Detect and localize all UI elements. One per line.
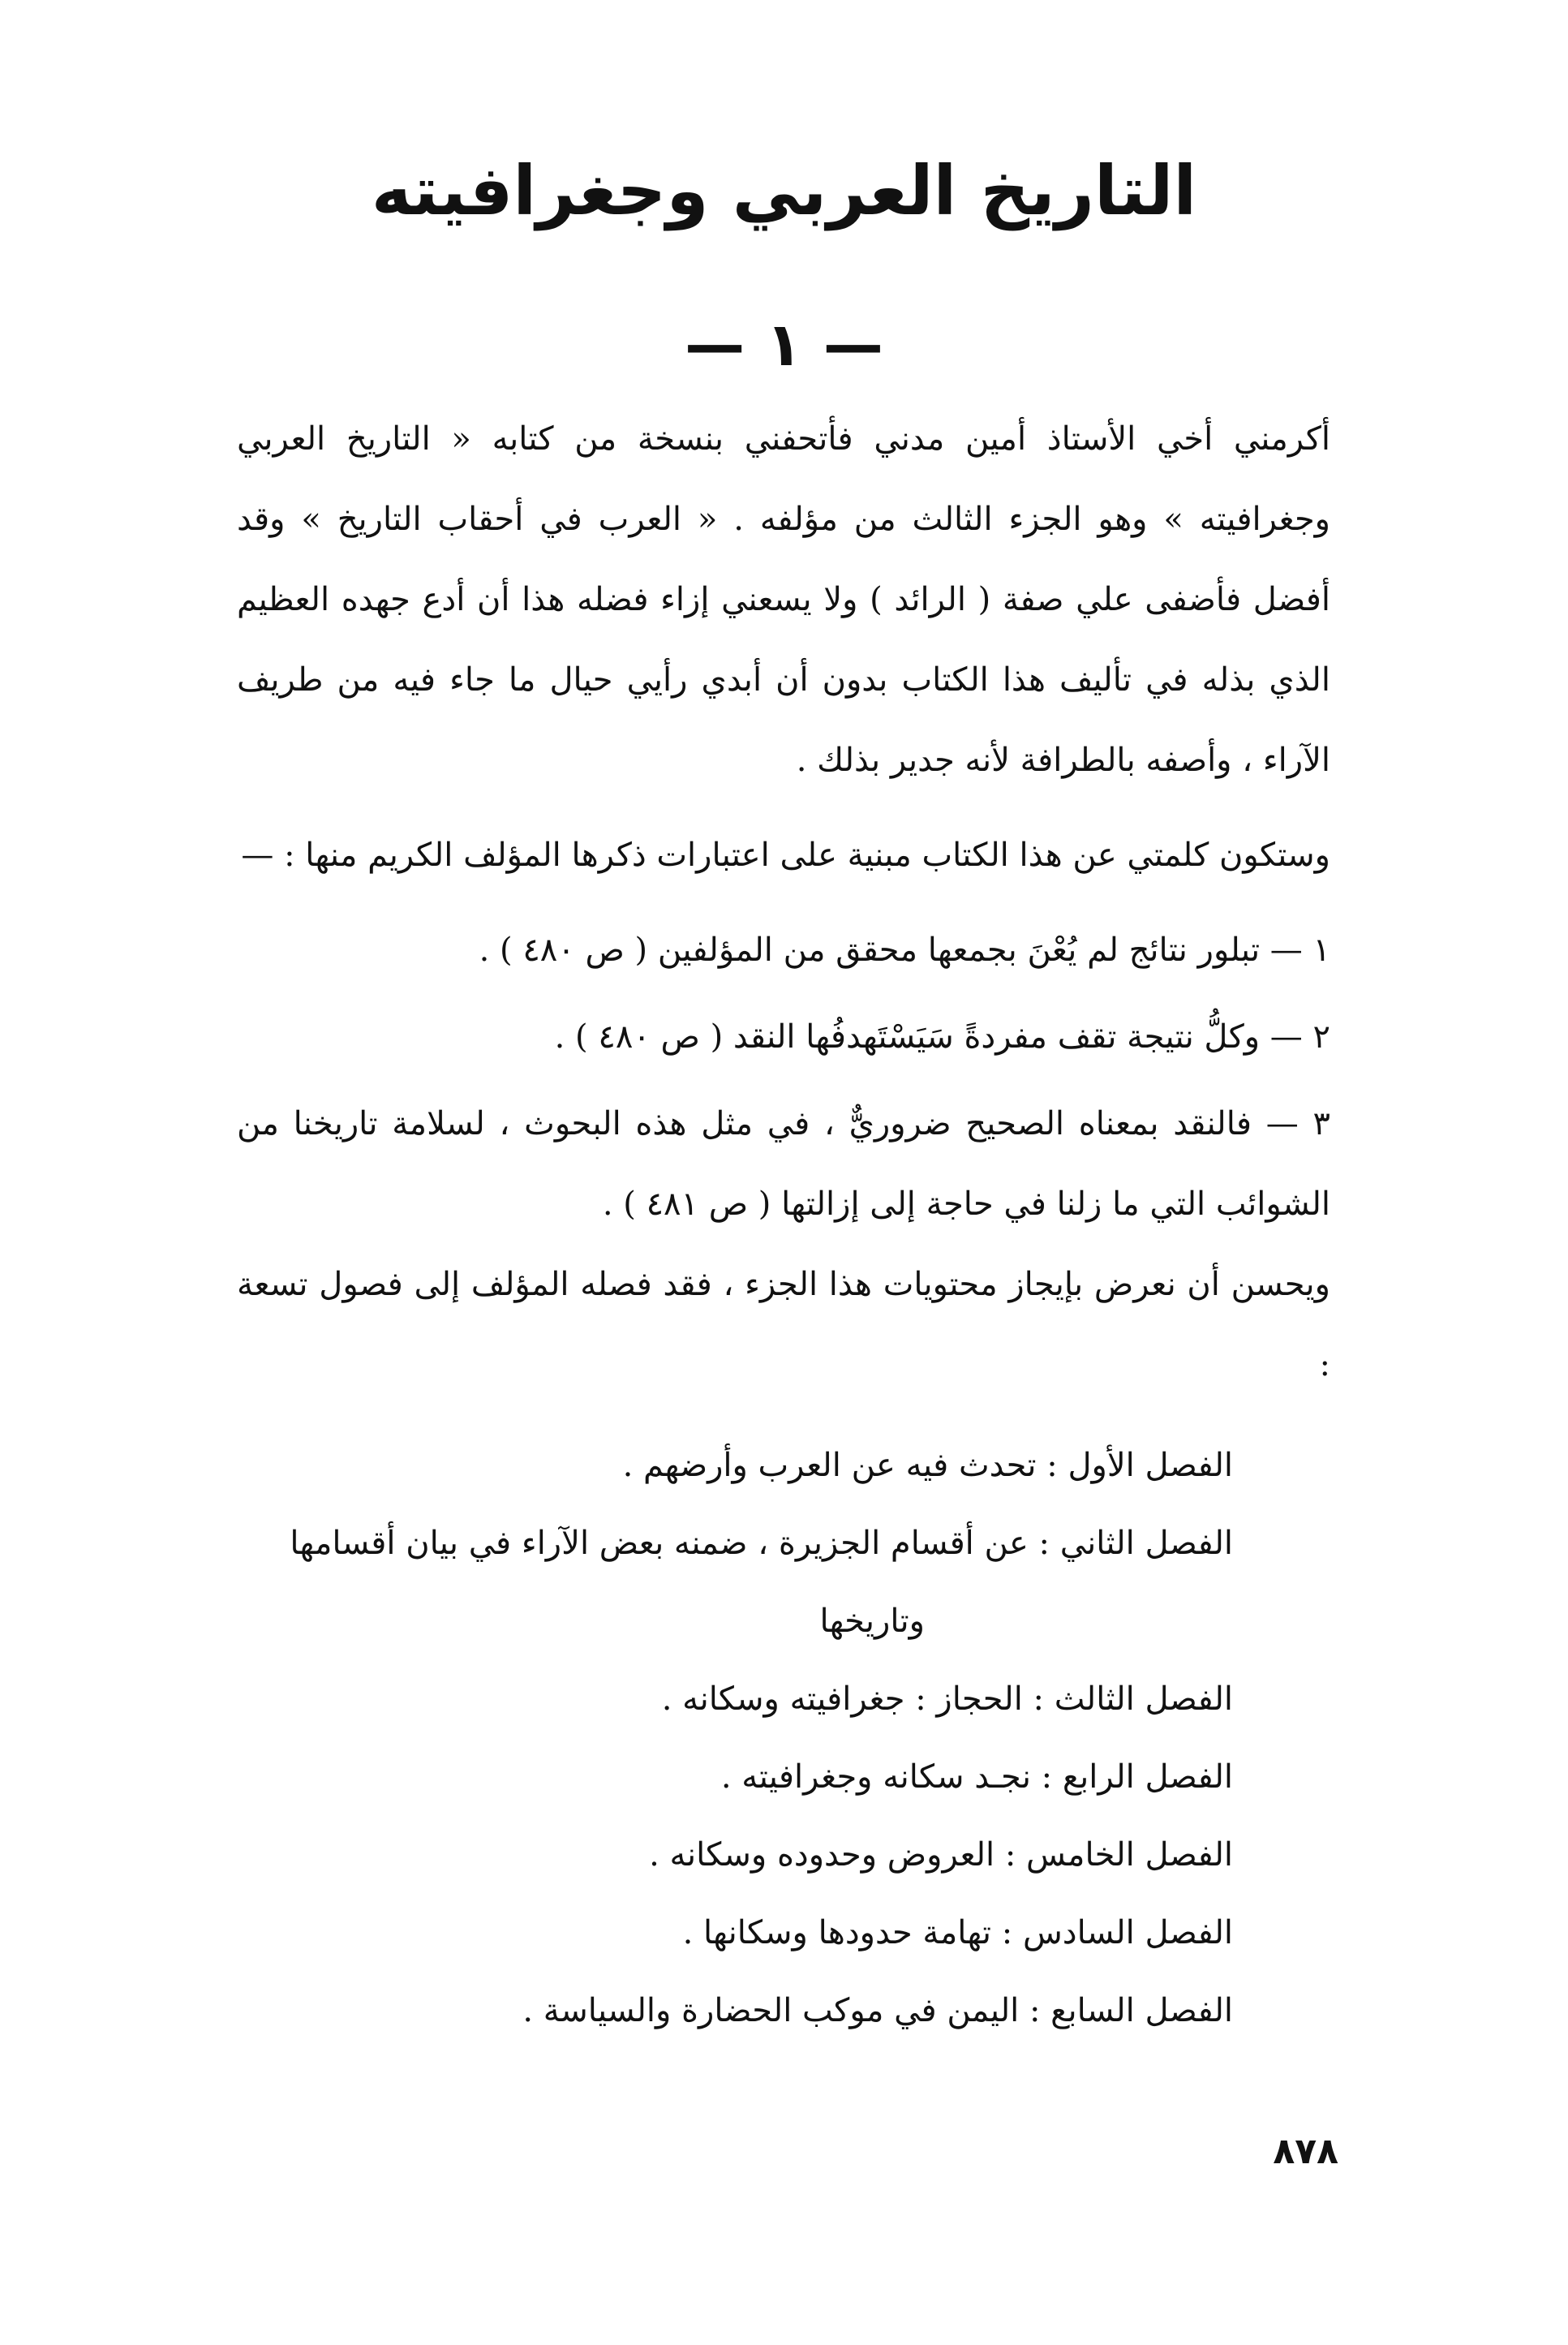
page-number: ٨٧٨	[1273, 2131, 1338, 2172]
article-body	[237, 399, 1330, 2050]
paragraph-intro: أكرمني أخي الأستاذ أمين مدني فأتحفني بنسخة من كتابه « التاريخ العربي وجغرافيته » وهو الجزء الثالث من مؤلفه . « العرب في أحقاب التاريخ » وقد أفضل فأضفى علي صفة ( الرائد ) ولا يسعني إزاء فضله هذا أن أدع جهده العظيم الذي بذله في تأليف هذا الكتاب بدون أن أبدي رأيي حيال ما جاء فيه من طريف الآراء ، وأصفه بالطرافة لأنه جدير بذلك .	[237, 420, 1330, 779]
paragraph-contents-intro: ويحسن أن نعرض بإيجاز محتويات هذا الجزء ، فقد فصله المؤلف إلى فصول تسعة :	[237, 1266, 1330, 1383]
chapter-item-7: الفصل السابع : اليمن في موكب الحضارة والسياسة .	[522, 1992, 1233, 2029]
paragraph-point-1: ١ — تبلور نتائج لم يُعْنَ بجمعها محقق من المؤلفين ( ص ٤٨٠ ) .	[479, 932, 1330, 969]
paragraph-point-3: ٣ — فالنقد بمعناه الصحيح ضروريٌّ ، في مثل هذه البحوث ، لسلامة تاريخنا من الشوائب التي ما زلنا في حاجة إلى إزالتها ( ص ٤٨١ ) .	[237, 1105, 1330, 1223]
article-title: التاريخ العربي وجغرافيته	[371, 151, 1197, 230]
chapter-item-6: الفصل السادس : تهامة حدودها وسكانها .	[682, 1914, 1233, 1951]
chapter-item-5: الفصل الخامس : العروض وحدوده وسكانه .	[649, 1836, 1233, 1874]
paragraph-point-2: ٢ — وكلُّ نتيجة تقف مفردةً سَيَسْتَهدفُها النقد ( ص ٤٨٠ ) .	[554, 1018, 1330, 1056]
chapter-item-2-continued: وتاريخها	[819, 1603, 925, 1640]
chapter-item-2: الفصل الثاني : عن أقسام الجزيرة ، ضمنه بعض الآراء في بيان أقسامها	[290, 1525, 1233, 1562]
chapter-item-4: الفصل الرابع : نجـد سكانه وجغرافيته .	[720, 1758, 1233, 1796]
section-number: — ١ —	[685, 310, 883, 380]
chapter-item-3: الفصل الثالث : الحجاز : جغرافيته وسكانه .	[661, 1680, 1233, 1718]
paragraph-considerations: وستكون كلمتي عن هذا الكتاب مبنية على اعتبارات ذكرها المؤلف الكريم منها : —	[241, 837, 1330, 874]
chapter-item-1: الفصل الأول : تحدث فيه عن العرب وأرضهم .	[622, 1447, 1233, 1484]
chapter-list	[237, 1426, 1330, 2050]
